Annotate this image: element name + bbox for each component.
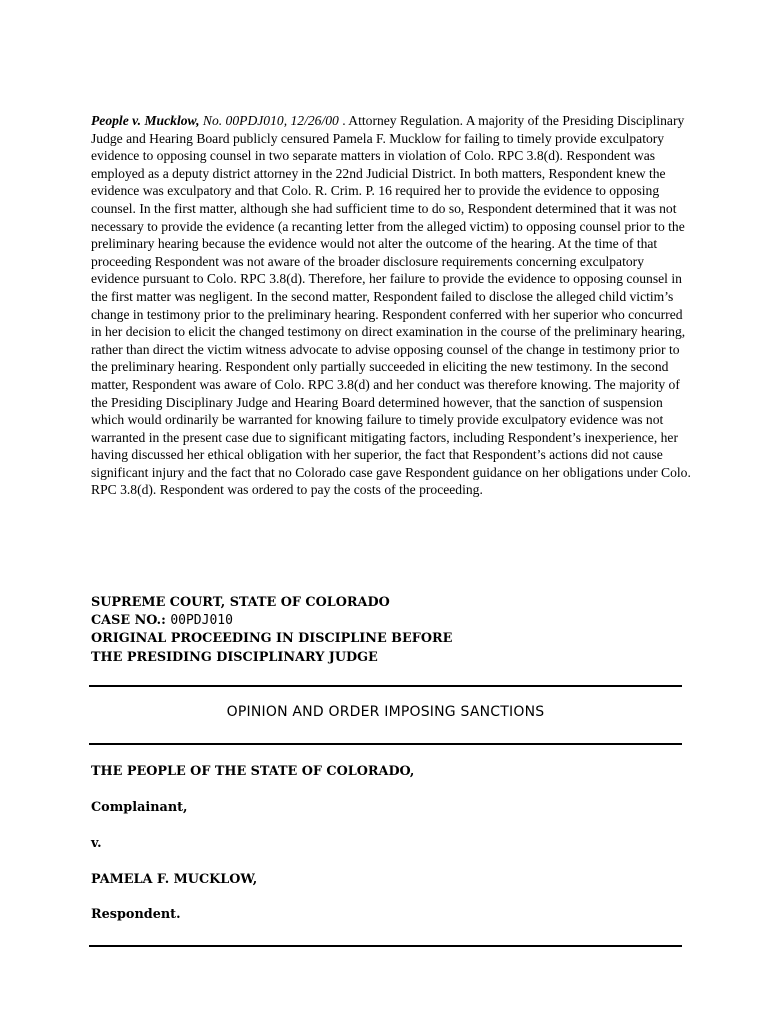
case-summary-paragraph: People v. Mucklow, No. 00PDJ010, 12/26/00 . Attorney Regulation. A majority of the Presiding Disciplinary Judge and Hearing Board publicly censured Pamela F. Mucklow for failing to timely provide exculpatory evidence to opposing counsel in two separate matters in violation of Colo. RPC 3.8(d). Respondent was employed as a deputy district attorney in the 22nd Judicial District. In both matters, Respondent knew the evidence was exculpatory and that Colo. R. Crim. P. 16 required her to provide the evidence to opposing counsel. In the first matter, although she had sufficient time to do so, Respondent determined that it was not necessary to provide the evidence (a recanting letter from the alleged victim) to opposing counsel prior to the preliminary hearing because the evidence would not alter the outcome of the hearing. At the time of that proceeding Respondent was not aware of the broader disclosure requirements concerning exculpatory evidence pursuant to Colo. RPC 3.8(d). Therefore, her failure to provide the evidence to opposing counsel in the first matter was negligent. In the second matter, Respondent failed to disclose the alleged child victim’s change in testimony prior to the preliminary hearing. Respondent conferred with her superior who concurred in her decision to elicit the changed testimony on direct examination in the course of the preliminary hearing, rather than direct the victim witness advocate to advise opposing counsel of the change in testimony prior to the preliminary hearing. Respondent only partially succeeded in eliciting the new testimony. In the second matter, Respondent was aware of Colo. RPC 3.8(d) and her conduct was therefore knowing. The majority of the Presiding Disciplinary Judge and Hearing Board determined however, that the sanction of suspension which would ordinarily be warranted for knowing failure to timely provide exculpatory evidence was not warranted in the present case due to significant mitigating factors, including Respondent’s inexperience, her having discussed her ethical obligation with her superior, the fact that Respondent’s actions did not cause significant injury and the fact that no Colorado case gave Respondent guidance on her obligations under Colo. RPC 3.8(d). Respondent was ordered to pay the costs of the proceeding. [91, 113, 691, 498]
court-name: SUPREME COURT, STATE OF COLORADO [91, 595, 390, 610]
case-number-label: CASE NO.: [91, 613, 166, 629]
case-caption [91, 594, 691, 667]
case-number-line [91, 612, 691, 630]
opinion-title: OPINION AND ORDER IMPOSING SANCTIONS [226, 704, 545, 720]
divider-middle [89, 743, 682, 745]
case-summary-text: . Attorney Regulation. A majority of the Presiding Disciplinary Judge and Hearing Board publicly censured Pamela F. Mucklow for failing to timely provide exculpatory evidence to opposing counsel in two separate matters in violation of Colo. RPC 3.8(d). Respondent was employed as a deputy district attorney in the 22nd Judicial District. In both matters, Respondent knew the evidence was exculpatory and that Colo. R. Crim. P. 16 required her to provide the evidence to opposing counsel. In the first matter, although she had sufficient time to do so, Respondent determined that it was not necessary to provide the evidence (a recanting letter from the alleged victim) to opposing counsel prior to the preliminary hearing because the evidence would not alter the outcome of the hearing. At the time of that proceeding Respondent was not aware of the broader disclosure requirements concerning exculpatory evidence pursuant to Colo. RPC 3.8(d). Therefore, her failure to provide the evidence to opposing counsel in the first matter was negligent. In the second matter, Respondent failed to disclose the alleged child victim’s change in testimony prior to the preliminary hearing. Respondent conferred with her superior who concurred in her decision to elicit the changed testimony on direct examination in the course of the preliminary hearing, rather than direct the victim witness advocate to advise opposing counsel of the change in testimony prior to the preliminary hearing. Respondent only partially succeeded in eliciting the new testimony. In the second matter, Respondent was aware of Colo. RPC 3.8(d) and her conduct was therefore knowing. The majority of the Presiding Disciplinary Judge and Hearing Board determined however, that the sanction of suspension which would ordinarily be warranted for knowing failure to timely provide exculpatory evidence was not warranted in the present case due to significant mitigating factors, including Respondent’s inexperience, her having discussed her ethical obligation with her superior, the fact that Respondent’s actions did not cause significant injury and the fact that no Colorado case gave Respondent guidance on her obligations under Colo. RPC 3.8(d). Respondent was ordered to pay the costs of the proceeding. [91, 113, 691, 498]
proceeding-line-2: THE PRESIDING DISCIPLINARY JUDGE [91, 649, 378, 665]
complainant-name: THE PEOPLE OF THE STATE OF COLORADO, [91, 764, 415, 779]
divider-top [89, 685, 682, 687]
case-title: People v. Mucklow [91, 113, 197, 128]
versus: v. [91, 836, 102, 851]
complainant-role: Complainant, [91, 800, 188, 815]
case-number-value: 00PDJ010 [170, 613, 233, 629]
proceeding-line-1: ORIGINAL PROCEEDING IN DISCIPLINE BEFORE [91, 631, 453, 647]
respondent-role: Respondent. [91, 907, 181, 922]
case-citation: No. 00PDJ010, 12/26/00 [202, 113, 339, 128]
divider-bottom [89, 945, 682, 947]
respondent-name: PAMELA F. MUCKLOW, [91, 872, 258, 887]
